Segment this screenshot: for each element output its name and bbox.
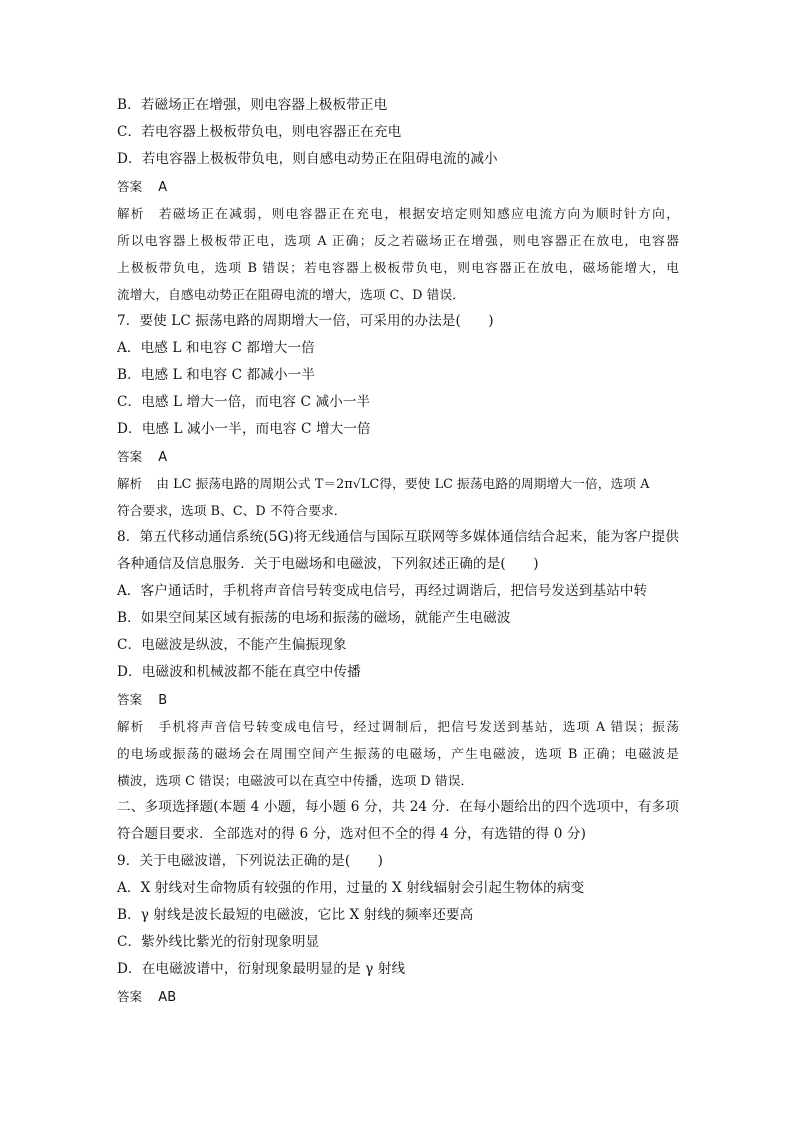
q7-analysis-line-1 <box>117 470 679 497</box>
q8-analysis-line-3: 横波，选项 C 错误；电磁波可以在真空中传播，选项 D 错误． <box>117 773 474 788</box>
answer-label: 答案 <box>117 989 143 1004</box>
section2-heading-line-2: 符合题目要求．全部选对的得 6 分，选对但不全的得 4 分，有选错的得 0 分) <box>117 826 586 842</box>
q8-option-c: C．电磁波是纵波，不能产生偏振现象 <box>117 637 347 653</box>
section2-heading-line-1: 二、多项选择题(本题 4 小题，每小题 6 分，共 24 分．在每小题给出的四个选项中，有多项 <box>117 799 679 815</box>
answer-value: A <box>158 180 168 195</box>
q7-option-a: A．电感 L 和电容 C 都增大一倍 <box>117 340 315 356</box>
analysis-label: 解析 <box>117 476 143 491</box>
q6-analysis-line-1 <box>117 200 679 227</box>
q7-option-d: D．电感 L 减小一半，而电容 C 增大一倍 <box>117 421 371 437</box>
q8-answer <box>117 686 679 713</box>
q6-option-c: C．若电容器上极板带负电，则电容器正在充电 <box>117 124 402 140</box>
q6-analysis-line-4: 流增大，自感电动势正在阻碍电流的增大，选项 C、D 错误． <box>117 287 466 302</box>
analysis-text: 若磁场正在减弱，则电容器正在充电，根据安培定则知感应电流方向为顺时针方向， <box>158 206 680 221</box>
q6-option-b: B．若磁场正在增强，则电容器上极板带正电 <box>117 97 388 113</box>
q9-option-c: C．紫外线比紫光的衍射现象明显 <box>117 934 320 950</box>
analysis-text-post: 得，要使 LC 振荡电路的周期增大一倍，选项 A <box>379 476 650 491</box>
answer-label: 答案 <box>117 179 143 194</box>
q6-analysis-line-2: 所以电容器上极板带正电，选项 A 正确；反之若磁场正在增强，则电容器正在放电，电容器 <box>117 233 679 248</box>
q7-option-b: B．电感 L 和电容 C 都减小一半 <box>117 367 316 383</box>
q9-option-b: B．γ 射线是波长最短的电磁波，它比 X 射线的频率还要高 <box>117 907 474 923</box>
answer-label: 答案 <box>117 692 143 707</box>
q9-option-d: D．在电磁波谱中，衍射现象最明显的是 γ 射线 <box>117 961 406 977</box>
analysis-text-pre: 由 LC 振荡电路的周期公式 <box>156 476 315 491</box>
q7-stem: 7．要使 LC 振荡电路的周期增大一倍，可采用的办法是( ) <box>117 313 494 329</box>
q8-analysis-line-1 <box>117 713 679 740</box>
analysis-label: 解析 <box>117 206 145 221</box>
q6-option-d: D．若电容器上极板带负电，则自感电动势正在阻碍电流的减小 <box>117 151 498 167</box>
analysis-text: 手机将声音信号转变成电信号，经过调制后，把信号发送到基站，选项 A 错误；振荡 <box>158 719 679 734</box>
q8-option-d: D．电磁波和机械波都不能在真空中传播 <box>117 664 361 680</box>
document-page <box>117 92 679 1010</box>
q9-answer <box>117 983 679 1010</box>
q6-answer <box>117 173 679 200</box>
q8-analysis-line-2: 的电场或振荡的磁场会在周围空间产生振荡的电磁场，产生电磁波，选项 B 正确；电磁波是 <box>117 746 679 761</box>
analysis-label: 解析 <box>117 719 145 734</box>
period-formula: T＝2π√LC <box>314 476 380 491</box>
q7-analysis-line-2: 符合要求，选项 B、C、D 不符合要求． <box>117 503 347 518</box>
q8-option-b: B．如果空间某区域有振荡的电场和振荡的磁场，就能产生电磁波 <box>117 610 511 626</box>
q8-option-a: A．客户通话时，手机将声音信号转变成电信号，再经过调谐后，把信号发送到基站中转 <box>117 583 648 599</box>
answer-value: AB <box>158 990 177 1005</box>
q9-stem: 9．关于电磁波谱，下列说法正确的是( ) <box>117 853 384 869</box>
q8-stem-line-2: 各种通信及信息服务．关于电磁场和电磁波，下列叙述正确的是( ) <box>117 556 539 572</box>
q6-analysis-line-3: 上极板带负电，选项 B 错误；若电容器上极板带负电，则电容器正在放电，磁场能增大，电 <box>117 260 679 275</box>
answer-value: A <box>158 450 168 465</box>
q7-answer <box>117 443 679 470</box>
q7-option-c: C．电感 L 增大一倍，而电容 C 减小一半 <box>117 394 371 410</box>
q8-stem-line-1: 8．第五代移动通信系统(5G)将无线通信与国际互联网等多媒体通信结合起来，能为客户提供 <box>117 529 679 545</box>
answer-value: B <box>158 693 168 708</box>
answer-label: 答案 <box>117 449 143 464</box>
q9-option-a: A．X 射线对生命物质有较强的作用，过量的 X 射线辐射会引起生物体的病变 <box>117 880 585 896</box>
